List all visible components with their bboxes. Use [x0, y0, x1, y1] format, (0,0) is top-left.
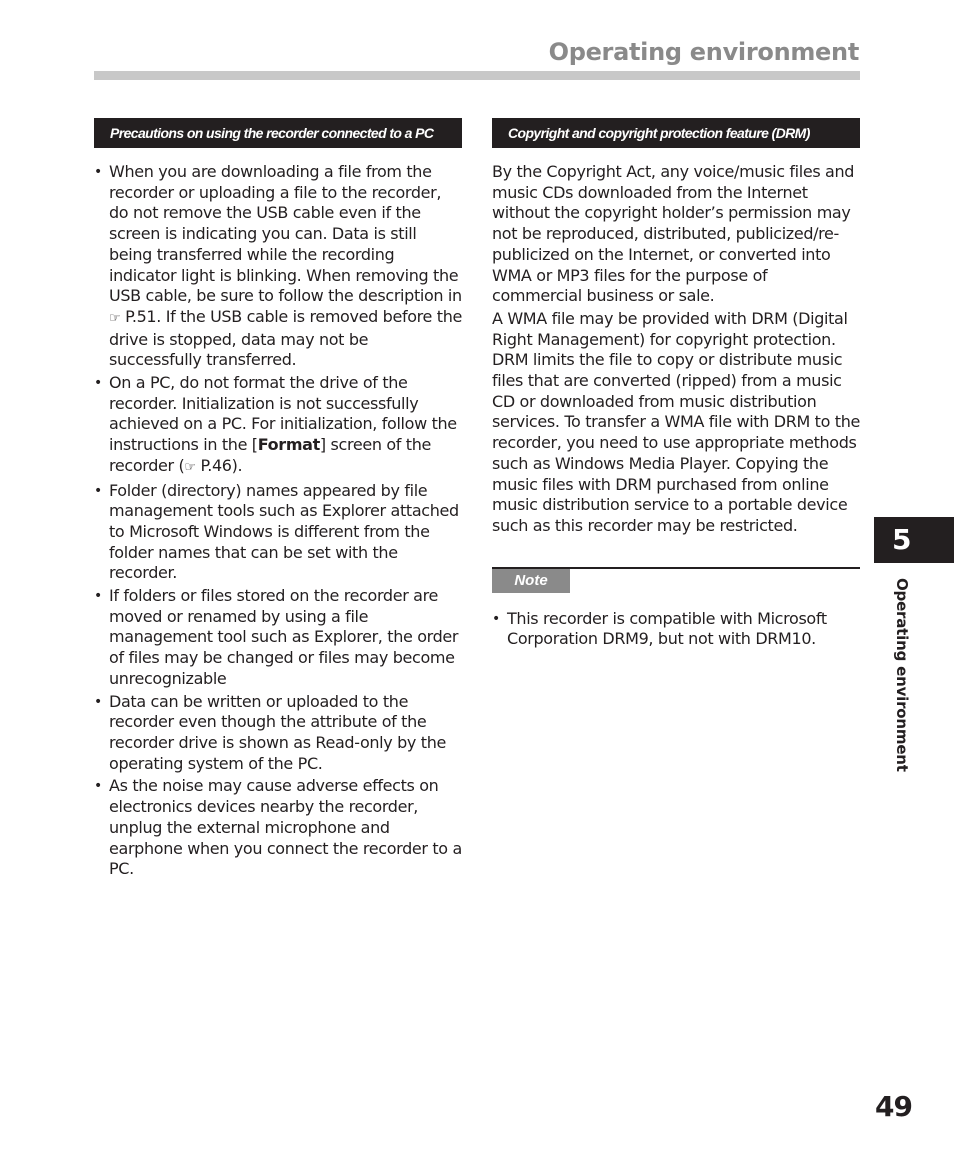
page-reference: P.51 — [125, 306, 157, 326]
format-menu-name: Format — [257, 435, 320, 455]
note-label: Note — [492, 569, 570, 593]
pointing-hand-icon: ☞ — [184, 459, 196, 475]
list-item: • On a PC, do not format the drive of the recorder. Initialization is not successfully achieved on a PC. For initialization, follow the instructions in the [Format] screen of the recorder (☞ P.46). — [94, 373, 462, 479]
note-header — [492, 567, 860, 595]
pointing-hand-icon: ☞ — [109, 310, 121, 326]
paragraph: A WMA file may be provided with DRM (Digital Right Management) for copyright protection. DRM limits the file to copy or distribute music files that are converted (ripped) from a music CD or downloaded from music distribution services. To transfer a WMA file with DRM to the recorder, you need to use appropriate methods such as Windows Media Player. Copying the music files with DRM purchased from online music distribution service to a portable device such as this recorder may be restricted. — [492, 308, 860, 535]
page-number: 49 — [875, 1090, 912, 1123]
list-item: • When you are downloading a file from the recorder or uploading a file to the recorder, do not remove the USB cable even if the screen is indicating you can. Data is still being transferred while the recording indicator light is blinking. When removing the USB cable, be sure to follow the description in ☞ P.51. If the USB cable is removed before the drive is stopped, data may not be successfully transferred. — [94, 162, 462, 371]
list-item: • This recorder is compatible with Microsoft Corporation DRM9, but not with DRM10. — [492, 609, 860, 650]
section-heading-pc-precautions: Precautions on using the recorder connected to a PC — [94, 118, 462, 148]
list-item: • Folder (directory) names appeared by file management tools such as Explorer attached to Microsoft Windows is different from the folder names that can be set with the recorder. — [94, 481, 462, 585]
page-reference: P.46 — [200, 455, 232, 475]
page-title: Operating environment — [548, 38, 859, 66]
right-column — [492, 118, 860, 652]
list-item: • If folders or files stored on the recorder are moved or renamed by using a file management tool such as Explorer, the order of files may be changed or files may become unrecognizable — [94, 586, 462, 690]
list-item: • Data can be written or uploaded to the recorder even though the attribute of the recorder drive is shown as Read-only by the operating system of the PC. — [94, 692, 462, 775]
note-list — [492, 609, 860, 650]
chapter-tab: 5 — [874, 517, 954, 563]
paragraph: By the Copyright Act, any voice/music files and music CDs downloaded from the Internet without the copyright holder’s permission may not be reproduced, distributed, publicized/re-publicized on the Internet, or converted into WMA or MP3 files for the purpose of commercial business or sale. — [492, 162, 855, 306]
chapter-side-label: Operating environment — [893, 578, 911, 772]
section-heading-drm: Copyright and copyright protection feature (DRM) — [492, 118, 860, 148]
left-column — [94, 118, 462, 882]
precautions-list — [94, 162, 462, 880]
list-item: • As the noise may cause adverse effects on electronics devices nearby the recorder, unplug the external microphone and earphone when you connect the recorder to a PC. — [94, 776, 462, 880]
title-rule — [94, 71, 860, 80]
